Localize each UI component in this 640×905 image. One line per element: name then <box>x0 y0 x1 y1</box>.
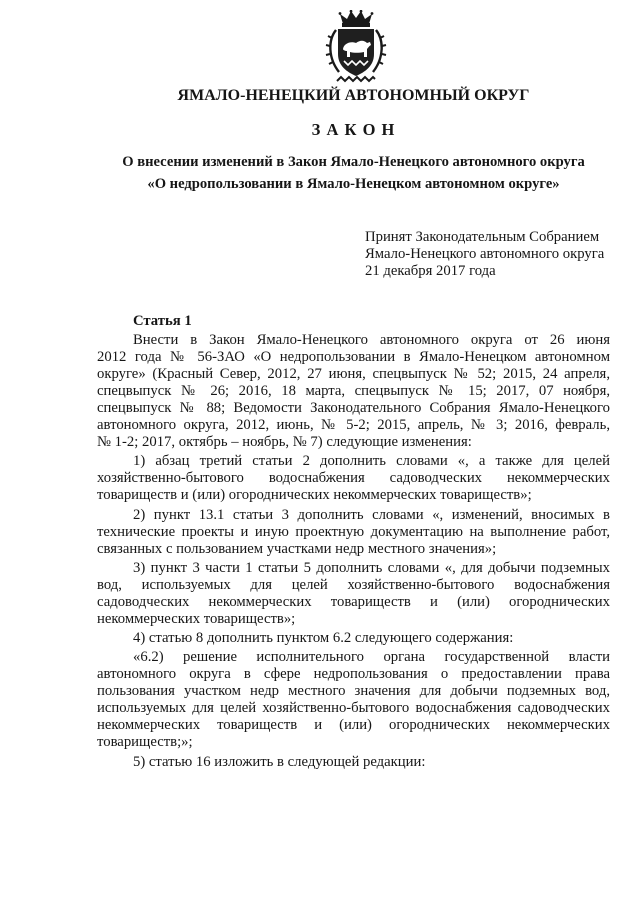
adoption-line: Принят Законодательным Собранием <box>365 229 600 245</box>
paragraph-item-2 <box>97 507 610 558</box>
text-line: товариществ;»; <box>97 734 193 751</box>
article-body <box>97 332 610 771</box>
text-line: 4) статью 8 дополнить пунктом 6.2 следующего содержания: <box>133 630 514 647</box>
text-line: 5) статью 16 изложить в следующей редакции: <box>133 753 426 770</box>
text-line: 2) пункт 13.1 статьи 3 дополнить словами «, изменений, вносимых в <box>133 506 610 523</box>
branch-right-icon <box>373 30 386 72</box>
text-line: № 1-2; 2017, октябрь – ноябрь, № 7) следующие изменения: <box>97 434 472 450</box>
text-line: автономного округа, 2012, июнь, № 5-2; 2015, апрель, № 3; 2016, февраль, <box>97 417 610 433</box>
region-title: ЯМАЛО-НЕНЕЦКИЙ АВТОНОМНЫЙ ОКРУГ <box>177 87 530 104</box>
subject-line: О внесении изменений в Закон Ямало-Ненецкого автономного округа <box>122 154 585 170</box>
text-line: автономного округа в сфере недропользования о предоставлении права <box>97 666 610 683</box>
text-line: спецвыпуск № 26; 2016, 18 марта, спецвыпуск № 15; 2017, 07 ноября, <box>97 383 610 399</box>
adoption-note <box>365 229 604 280</box>
text-line: «6.2) решение исполнительного органа государственной власти <box>133 649 610 666</box>
text-line: технические проекты и иную проектную документацию на выполнение работ, <box>97 523 610 540</box>
text-line: пользования участком недр местного значения для добычи подземных вод, <box>97 683 610 700</box>
paragraph-point-6-2 <box>97 649 610 751</box>
text-line: некоммерческих товариществ»; <box>97 610 296 627</box>
paragraph-item-5 <box>97 754 610 771</box>
text-line: используемых для целей хозяйственно-бытового водоснабжения садоводческих <box>97 700 610 717</box>
adoption-date: 21 декабря 2017 года <box>365 263 496 279</box>
coat-of-arms-icon <box>325 10 387 84</box>
paragraph-item-4 <box>97 630 610 647</box>
branch-left-icon <box>326 30 339 72</box>
text-line: округе» (Красный Север, 2012, 27 июня, спецвыпуск № 52; 2015, 24 апреля, <box>97 366 610 382</box>
article-heading: Статья 1 <box>133 313 192 329</box>
text-line: некоммерческих товариществ и (или) огороднических некоммерческих <box>97 717 610 734</box>
text-line: спецвыпуск № 88; Ведомости Законодательного Собрания Ямало-Ненецкого <box>97 400 610 416</box>
text-line: связанных с пользованием участками недр местного значения»; <box>97 540 497 557</box>
subject-line: «О недропользовании в Ямало-Ненецком автономном округе» <box>147 176 560 192</box>
text-line: товариществ и (или) огороднических некоммерческих товариществ»; <box>97 487 532 504</box>
text-line: 2012 года № 56-ЗАО «О недропользовании в Ямало-Ненецком автономном <box>97 349 610 365</box>
document-type-title: З А К О Н <box>311 120 396 139</box>
text-line: садоводческих некоммерческих товариществ и (или) огороднических <box>97 593 610 610</box>
paragraph-intro <box>97 332 610 451</box>
law-subject <box>97 151 610 195</box>
text-line: вод, используемых для целей хозяйственно-бытового водоснабжения <box>97 576 610 593</box>
crown-icon <box>339 10 374 27</box>
adoption-line: Ямало-Ненецкого автономного округа <box>365 246 605 262</box>
text-line: хозяйственно-бытового водоснабжения садоводческих некоммерческих <box>97 470 610 487</box>
base-ornament-icon <box>337 77 375 81</box>
text-line: Внести в Закон Ямало-Ненецкого автономного округа от 26 июня <box>133 332 610 348</box>
text-line: 3) пункт 3 части 1 статьи 5 дополнить словами «, для добычи подземных <box>133 559 610 576</box>
paragraph-item-3 <box>97 560 610 628</box>
text-line: 1) абзац третий статьи 2 дополнить словами «, а также для целей <box>133 453 610 470</box>
paragraph-item-1 <box>97 453 610 504</box>
